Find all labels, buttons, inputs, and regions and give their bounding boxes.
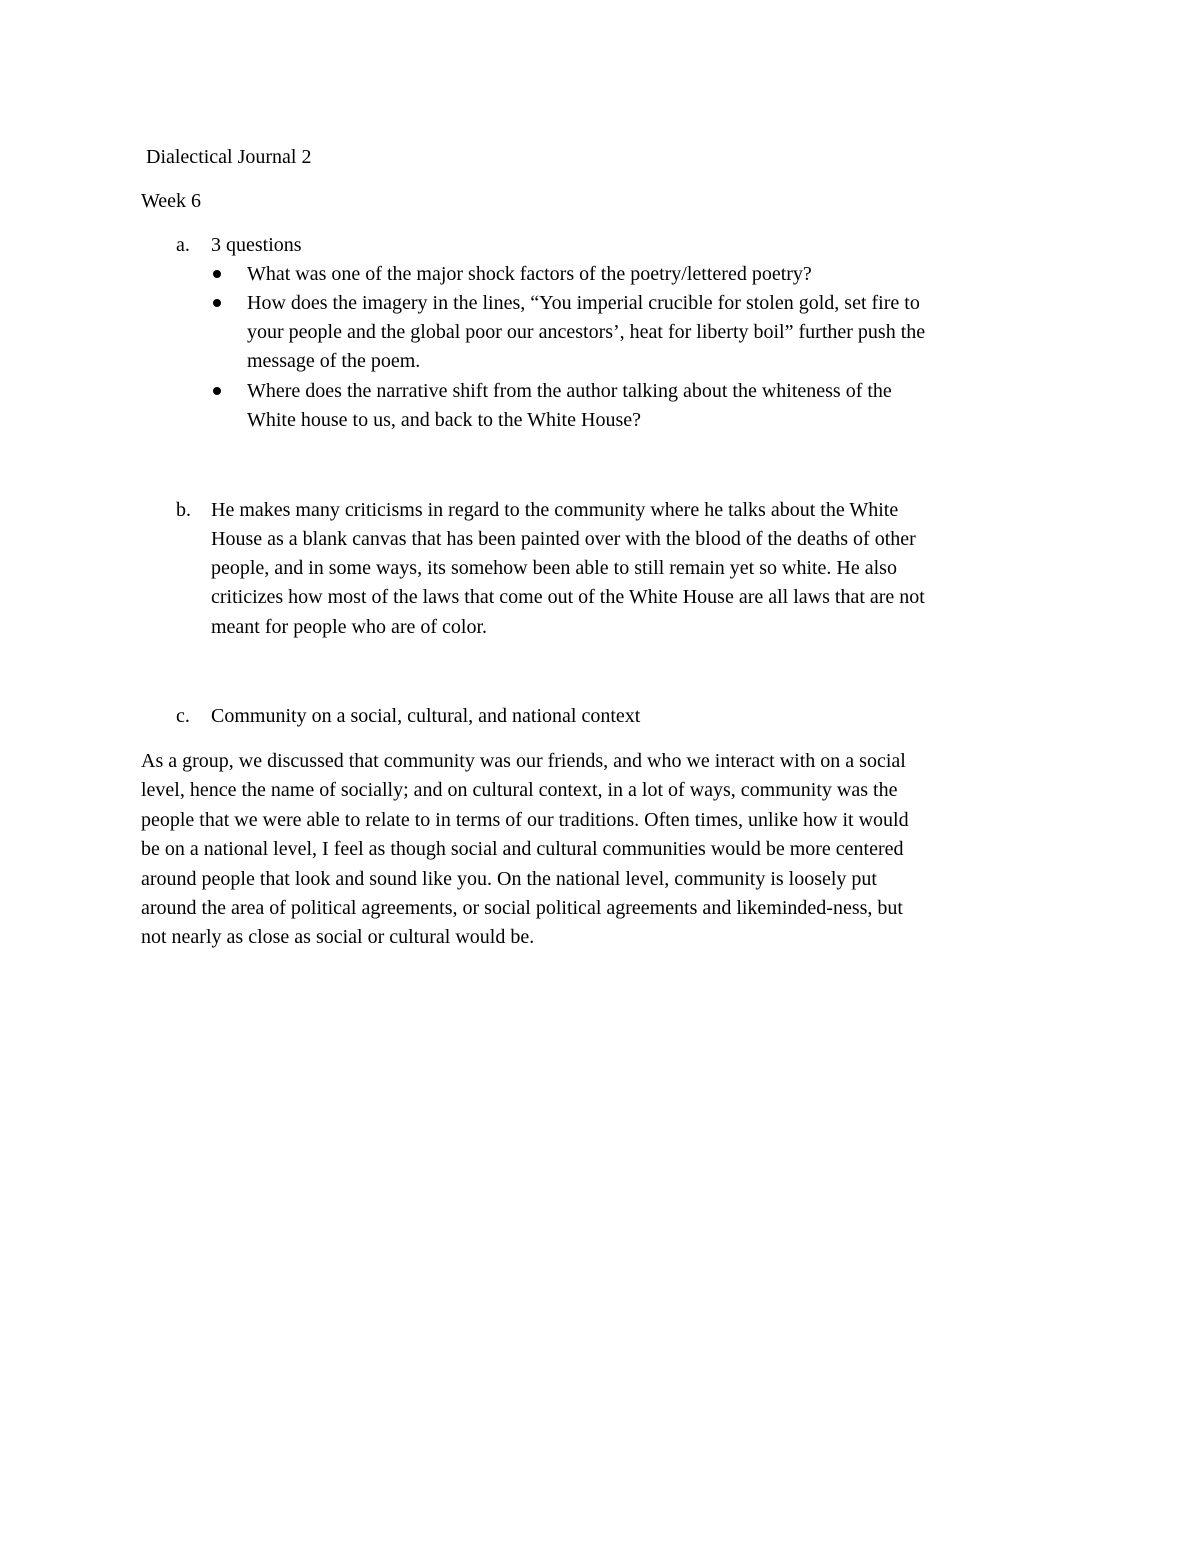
bullet-icon — [213, 299, 221, 307]
document-title: Dialectical Journal 2 — [146, 146, 312, 168]
question-3-line-1: Where does the narrative shift from the author talking about the whiteness of the — [247, 380, 892, 402]
paragraph-line-7: not nearly as close as social or cultural would be. — [141, 926, 535, 948]
bullet-icon — [213, 270, 221, 278]
section-a-marker: a. — [176, 234, 190, 256]
bullet-icon — [213, 387, 221, 395]
paragraph-line-5: around people that look and sound like you. On the national level, community is loosely put — [141, 868, 877, 890]
question-3-line-2: White house to us, and back to the White House? — [247, 409, 641, 431]
paragraph-line-4: be on a national level, I feel as though social and cultural communities would be more centered — [141, 838, 904, 860]
question-2-line-3: message of the poem. — [247, 350, 421, 372]
question-1-line-1: What was one of the major shock factors of the poetry/lettered poetry? — [247, 263, 812, 285]
section-c-heading: Community on a social, cultural, and national context — [211, 705, 641, 727]
section-a-heading: 3 questions — [211, 234, 302, 256]
section-b-line-3: people, and in some ways, its somehow been able to still remain yet so white. He also — [211, 557, 897, 579]
question-2-line-1: How does the imagery in the lines, “You imperial crucible for stolen gold, set fire to — [247, 292, 920, 314]
section-c-marker: c. — [176, 705, 190, 727]
section-b-line-1: He makes many criticisms in regard to the community where he talks about the White — [211, 499, 899, 521]
section-b-line-4: criticizes how most of the laws that come out of the White House are all laws that are not — [211, 586, 925, 608]
section-b-line-5: meant for people who are of color. — [211, 616, 488, 638]
paragraph-line-1: As a group, we discussed that community was our friends, and who we interact with on a social — [141, 750, 906, 772]
section-b-line-2: House as a blank canvas that has been painted over with the blood of the deaths of other — [211, 528, 916, 550]
paragraph-line-6: around the area of political agreements, or social political agreements and likeminded-ness, but — [141, 897, 903, 919]
section-b-marker: b. — [176, 499, 191, 521]
paragraph-line-2: level, hence the name of socially; and on cultural context, in a lot of ways, community was the — [141, 779, 898, 801]
week-label: Week 6 — [141, 190, 202, 212]
question-2-line-2: your people and the global poor our ancestors’, heat for liberty boil” further push the — [247, 321, 926, 343]
paragraph-line-3: people that we were able to relate to in terms of our traditions. Often times, unlike how it would — [141, 809, 909, 831]
